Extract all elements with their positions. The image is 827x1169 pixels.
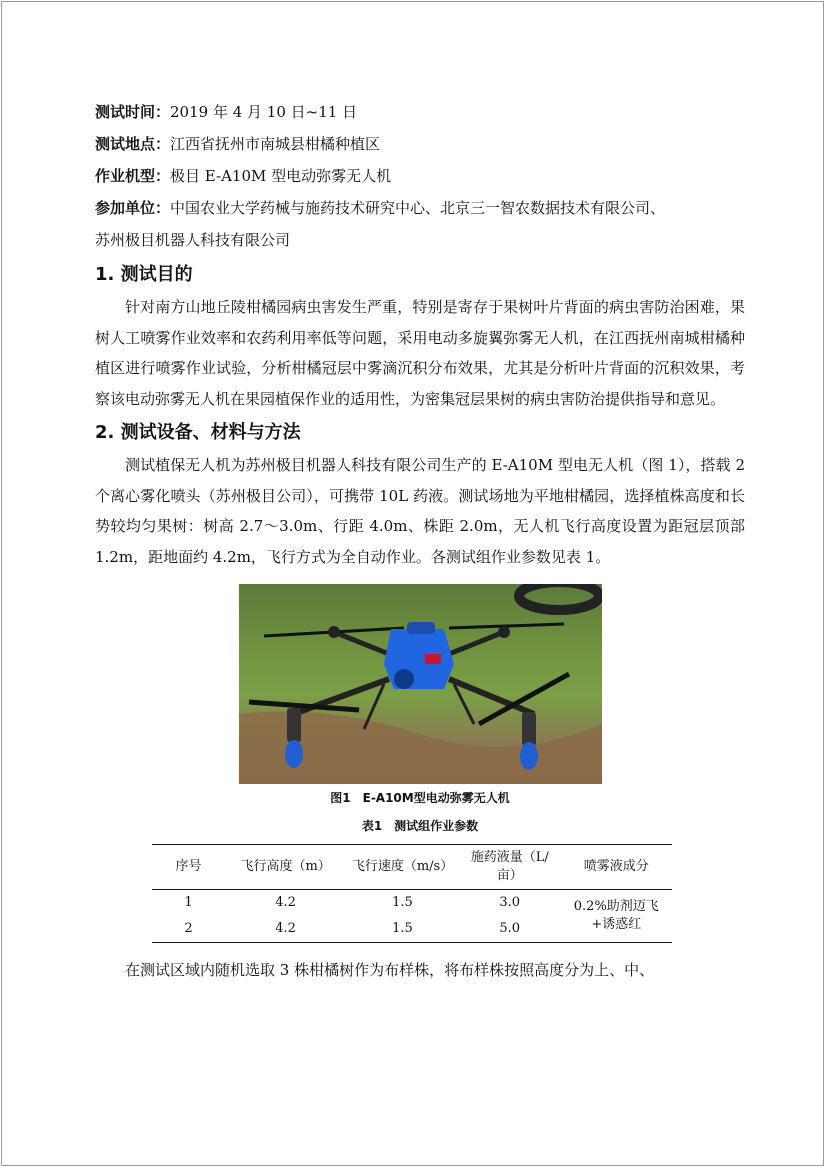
- cell-speed: 1.5: [392, 895, 413, 910]
- col-header-height: 飞行高度（m）: [225, 845, 346, 890]
- drone-photo: [239, 584, 602, 784]
- participants-line: 参加单位：中国农业大学药械与施药技术研究中心、北京三一智农数据技术有限公司、: [95, 199, 666, 217]
- cell-speed: 1.5: [346, 916, 459, 943]
- table-row: [152, 890, 672, 917]
- test-location-line: 测试地点：江西省抚州市南城县柑橘种植区: [95, 135, 381, 153]
- cell-index: 1: [184, 895, 193, 910]
- col-header-volume: 施药液量（L/亩）: [459, 845, 561, 890]
- section-1-heading: 1. 测试目的: [95, 264, 193, 285]
- cell-height: 4.2: [225, 916, 346, 943]
- col-header-composition: 喷雾液成分: [561, 845, 672, 890]
- drone-illustration: [239, 584, 602, 784]
- table-header-row: [152, 845, 672, 890]
- machine-model-line: 作业机型：极目 E-A10M 型电动弥雾无人机: [95, 167, 392, 185]
- cell-volume: 5.0: [459, 916, 561, 943]
- cell-composition: 0.2%助剂迈飞+诱惑红: [561, 890, 672, 943]
- table-caption: 表1 测试组作业参数: [361, 819, 479, 833]
- cell-volume: 3.0: [499, 895, 521, 910]
- document-body: [95, 96, 745, 1000]
- col-header-index: 序号: [152, 845, 225, 890]
- test-time-line: 测试时间：2019 年 4 月 10 日~11 日: [95, 103, 358, 121]
- figure-caption: 图1 E-A10M型电动弥雾无人机: [330, 791, 510, 805]
- cell-height: 4.2: [275, 895, 296, 910]
- participants-line-cont: 苏州极目机器人科技有限公司: [95, 231, 291, 249]
- section-2-paragraph: 测试植保无人机为苏州极目机器人科技有限公司生产的 E-A10M 型电无人机（图 1），搭载 2 个离心雾化喷头（苏州极目公司），可携带 10L 药液。测试场地为平地柑橘园，选择植株高度和长势较均匀果树：树高 2.7～3.0m、行距 4.0m、株距 2.0m，无人机飞行高度设置为距冠层顶部 1.2m，距地面约 4.2m，飞行方式为全自动作业。各测试组作业参数见表 1。: [95, 456, 745, 566]
- trailing-paragraph: 在测试区域内随机选取 3 株柑橘树作为布样株，将布样株按照高度分为上、中、: [125, 961, 655, 979]
- col-header-speed: 飞行速度（m/s）: [346, 845, 459, 890]
- parameters-table: [152, 844, 672, 943]
- section-2-heading: 2. 测试设备、材料与方法: [95, 422, 301, 443]
- section-1-paragraph: 针对南方山地丘陵柑橘园病虫害发生严重，特别是寄存于果树叶片背面的病虫害防治困难，果树人工喷雾作业效率和农药利用率低等问题，采用电动多旋翼弥雾无人机，在江西抚州南城柑橘种植区进行喷雾作业试验，分析柑橘冠层中雾滴沉积分布效果，尤其是分析叶片背面的沉积效果，考察该电动弥雾无人机在果园植保作业的适用性，为密集冠层果树的病虫害防治提供指导和意见。: [95, 298, 745, 408]
- cell-index: 2: [152, 916, 225, 943]
